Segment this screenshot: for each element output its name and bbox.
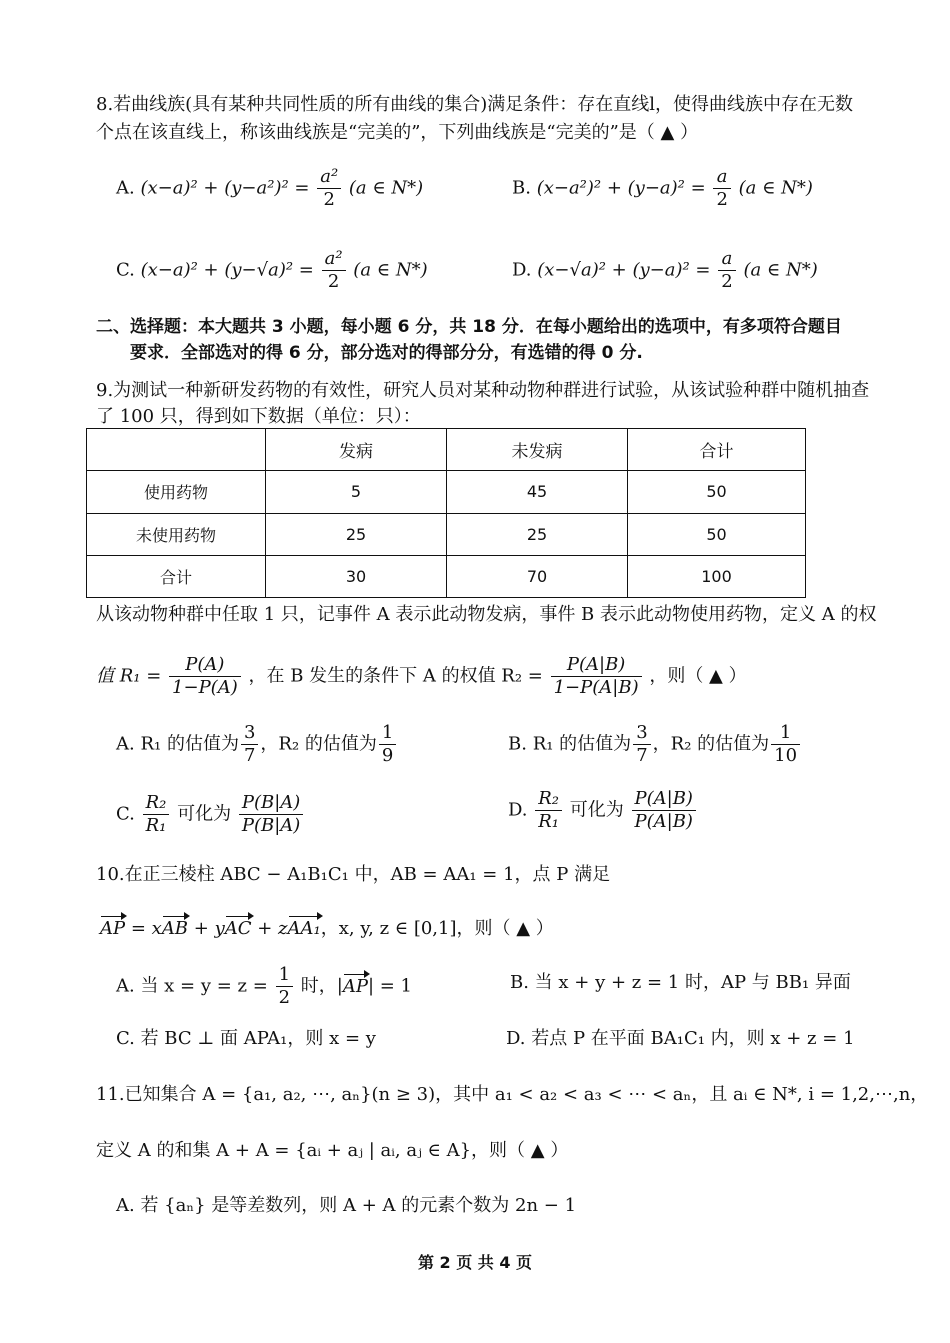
q8-option-a[interactable]: A. (x−a)² + (y−a²)² = $\frac{\text{a²}}{2}$ (a ∈ N*) [116,166,424,210]
q9-stem-line1: 9.为测试一种新研发药物的有效性，研究人员对某种动物种群进行试验，从该试验种群中随机抽查 [96,380,870,401]
q10-vector-equation: AP = xAB + yAC + zAA₁，x, y, z ∈ [0,1]，则（ ▲ ） [100,916,554,942]
table-cell: 70 [447,555,628,597]
q10-option-d[interactable]: D. 若点 P 在平面 BA₁C₁ 内，则 x + z = 1 [506,1028,855,1049]
table-header-cell: 发病 [266,429,447,471]
q9-option-c[interactable]: C. $\frac{\text{R₂}}{\text{R₁}}$ 可化为 $\frac{P(B|A)}{P(B|A)}$ [116,792,305,837]
table-cell: 25 [266,513,447,555]
q8-stem-line1: 8.若曲线族(具有某种共同性质的所有曲线的集合)满足条件：存在直线l，使得曲线族中存在无数 [96,94,853,115]
table-header-row [87,429,806,471]
table-cell: 50 [628,513,806,555]
table-cell: 使用药物 [87,471,266,513]
q8-stem-line2: 个点在该直线上，称该曲线族是“完美的”，下列曲线族是“完美的”是（ ▲ ） [96,122,699,143]
q9-data-table [86,428,806,598]
table-header-cell [87,429,266,471]
q9-option-b[interactable]: B. R₁ 的估值为 $\frac{3}{7}$ ，R₂ 的估值为 $\frac{1}{10}$ [508,722,802,767]
table-cell: 30 [266,555,447,597]
table-cell: 5 [266,471,447,513]
table-header-cell: 合计 [628,429,806,471]
q10-option-b[interactable]: B. 当 x + y + z = 1 时，AP 与 BB₁ 异面 [510,972,851,993]
q10-stem-line1: 10.在正三棱柱 ABC − A₁B₁C₁ 中，AB = AA₁ = 1，点 P 满足 [96,864,611,885]
q9-option-a[interactable]: A. R₁ 的估值为 $\frac{3}{7}$ ，R₂ 的估值为 $\frac{1}{9}$ [116,722,398,767]
section2-heading-line1: 二、选择题：本大题共 3 小题，每小题 6 分，共 18 分．在每小题给出的选项中，有多项符合题目 [96,317,842,337]
page-footer: 第 2 页 共 4 页 [417,1253,533,1272]
q10-option-a[interactable]: A. 当 x = y = z = $\frac{1}{2}$ 时，|AP| = 1 [116,964,412,1008]
table-header-cell: 未发病 [447,429,628,471]
q9-weight-definition: 值 R₁ = $\frac{P(A)}{1-P(A)}$ ，在 B 发生的条件下 A 的权值 R₂ = $\frac{P(A|B)}{1-P(A|B)}$ ，则（ ▲ ） [96,654,747,698]
q9-option-d[interactable]: D. $\frac{\text{R₂}}{\text{R₁}}$ 可化为 $\frac{P(A|B)}{P(A|B)}$ [508,788,698,833]
q9-stem-line2: 了 100 只，得到如下数据（单位：只）： [96,406,421,427]
section2-heading-line2: 要求．全部选对的得 6 分，部分选对的得部分分，有选错的得 0 分. [130,343,643,363]
table-cell: 50 [628,471,806,513]
table-row [87,555,806,597]
q9-after-line1: 从该动物种群中任取 1 只，记事件 A 表示此动物发病，事件 B 表示此动物使用药物，定义 A 的权 [96,604,877,625]
table-cell: 25 [447,513,628,555]
table-cell: 45 [447,471,628,513]
q11-stem-line2: 定义 A 的和集 A + A = {aᵢ + aⱼ | aᵢ, aⱼ ∈ A}，则（ ▲ ） [96,1140,569,1161]
table-cell: 未使用药物 [87,513,266,555]
table-cell: 合计 [87,555,266,597]
table-cell: 100 [628,555,806,597]
q11-stem-line1: 11.已知集合 A = {a₁, a₂, ⋯, aₙ}(n ≥ 3)，其中 a₁ < a₂ < a₃ < ⋯ < aₙ，且 aᵢ ∈ N*, i = 1,2,⋯,n， [96,1084,929,1105]
table-row [87,513,806,555]
q11-option-a[interactable]: A. 若 {aₙ} 是等差数列，则 A + A 的元素个数为 2n − 1 [116,1195,577,1216]
q8-option-d[interactable]: D. (x−√a)² + (y−a)² = $\frac{a}{2}$ (a ∈ N*) [512,248,818,292]
q10-option-c[interactable]: C. 若 BC ⊥ 面 APA₁，则 x = y [116,1028,376,1049]
table-row [87,471,806,513]
q8-option-c[interactable]: C. (x−a)² + (y−√a)² = $\frac{\text{a²}}{2}$ (a ∈ N*) [116,248,428,292]
q8-option-b[interactable]: B. (x−a²)² + (y−a)² = $\frac{a}{2}$ (a ∈ N*) [512,166,813,210]
